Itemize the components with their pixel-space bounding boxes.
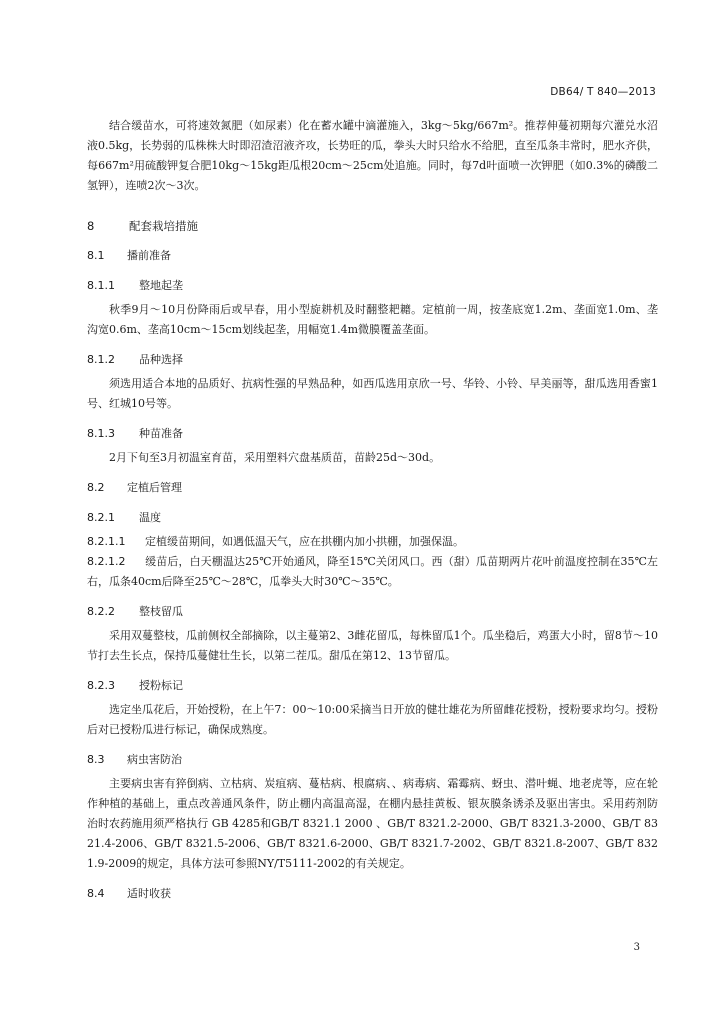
section-number: 8.1.1 [87, 279, 115, 292]
section-8-2-2-heading [87, 602, 658, 622]
section-number: 8.1.2 [87, 353, 115, 366]
section-8-4-heading [87, 884, 658, 904]
section-title: 整枝留瓜 [139, 605, 183, 618]
page-content [87, 116, 658, 904]
section-8-2-3-heading [87, 676, 658, 696]
section-8-1-2-text: 须选用适合本地的品质好、抗病性强的早熟品种，如西瓜选用京欣一号、华铃、小铃、早美丽等，甜瓜选用香蜜1号、红城10号等。 [87, 377, 658, 410]
section-8-1-1-text: 秋季9月～10月份降雨后或早春，用小型旋耕机及时翻整耙耱。定植前一周，按垄底宽1.2m、垄面宽1.0m、垄沟宽0.6m、垄高10cm～15cm划线起垄，用幅宽1.4m微膜覆盖垄面。 [87, 303, 658, 336]
intro-paragraph: 结合缓苗水，可将速效氮肥（如尿素）化在蓄水罐中滴灌施入，3kg～5kg/667m²。推荐伸蔓初期每穴灌兑水沼液0.5kg，长势弱的瓜株株大时即沼渣沼液齐攻，长势旺的瓜，拳头大时只给水不给肥，直至瓜条丰常时，肥水齐供，每667m²用硫酸钾复合肥10kg～15kg距瓜根20cm～25cm处追施。同时，每7d叶面喷一次钾肥（如0.3%的磷酸二氢钾），连喷2次～3次。 [87, 119, 658, 192]
section-number: 8.1 [87, 249, 105, 262]
section-8-2-1-heading [87, 508, 658, 528]
page-number: 3 [633, 942, 640, 953]
section-title: 授粉标记 [139, 679, 183, 692]
item-text: 缓苗后，白天棚温达25℃开始通风，降至15℃关闭风口。西（甜）瓜苗期两片花叶前温度控制在35℃左右，瓜条40cm后降至25℃～28℃，瓜拳头大时30℃～35℃。 [87, 555, 658, 588]
section-8-3-heading [87, 750, 658, 770]
section-title: 整地起垄 [139, 279, 183, 292]
section-title: 品种选择 [139, 353, 183, 366]
section-title: 配套栽培措施 [129, 219, 198, 233]
section-number: 8 [87, 219, 95, 233]
section-title: 病虫害防治 [127, 753, 182, 766]
section-8-2-2-text: 采用双蔓整枝，瓜前侧权全部摘除，以主蔓第2、3雌花留瓜，每株留瓜1个。瓜坐稳后，鸡蛋大小时，留8节～10节打去生长点，保持瓜蔓健壮生长，以第二茬瓜。甜瓜在第12、13节留瓜。 [87, 629, 658, 662]
section-number: 8.3 [87, 753, 105, 766]
document-code: DB64/ T 840—2013 [550, 86, 656, 98]
section-number: 8.2.1 [87, 511, 115, 524]
section-8-1-heading [87, 246, 658, 266]
section-title: 种苗准备 [139, 427, 183, 440]
section-title: 播前准备 [127, 249, 171, 262]
section-8-2-heading [87, 478, 658, 498]
section-8-1-2-heading [87, 350, 658, 370]
section-8-1-3-heading [87, 424, 658, 444]
section-number: 8.2.2 [87, 605, 115, 618]
section-title: 适时收获 [127, 887, 171, 900]
item-text: 定植缓苗期间，如遇低温天气，应在拱棚内加小拱棚，加强保温。 [145, 535, 464, 548]
section-number: 8.2 [87, 481, 105, 494]
item-number: 8.2.1.1 [87, 535, 126, 548]
section-number: 8.4 [87, 887, 105, 900]
section-8-2-1-1-item [87, 532, 658, 552]
section-number: 8.1.3 [87, 427, 115, 440]
section-number: 8.2.3 [87, 679, 115, 692]
section-8-1-1-heading [87, 276, 658, 296]
section-8-1-3-text: 2月下旬至3月初温室育苗，采用塑料穴盘基质苗，苗龄25d～30d。 [109, 451, 441, 464]
section-8-2-3-text: 选定坐瓜花后，开始授粉，在上午7：00～10:00采摘当日开放的健壮雄花为所留雌花授粉，授粉要求均匀。授粉后对已授粉瓜进行标记，确保成熟度。 [87, 703, 658, 736]
section-8-3-text: 主要病虫害有猝倒病、立枯病、炭疽病、蔓枯病、根腐病、、病毒病、霜霉病、蚜虫、潜叶蝇、地老虎等，应在轮作种植的基础上，重点改善通风条件，防止棚内高温高湿，在棚内悬挂黄板、银灰膜条诱杀及驱出害虫。采用药剂防治时农药施用须严格执行 GB 4285和GB/T 8321.1 2000 、GB/T 8321.2-2000、GB/T 8321.3-2000、GB/T 8321.4-2006、GB/T 8321.5-2006、GB/T 8321.6-2000、GB/T 8321.7-2002、GB/T 8321.8-2007、GB/T 8321.9-2009的规定，具体方法可参照NY/T5111-2002的有关规定。 [87, 777, 658, 870]
section-title: 定植后管理 [127, 481, 182, 494]
section-8-heading [87, 216, 658, 236]
item-number: 8.2.1.2 [87, 555, 126, 568]
section-8-2-1-2-item [87, 552, 658, 592]
section-title: 温度 [139, 511, 161, 524]
